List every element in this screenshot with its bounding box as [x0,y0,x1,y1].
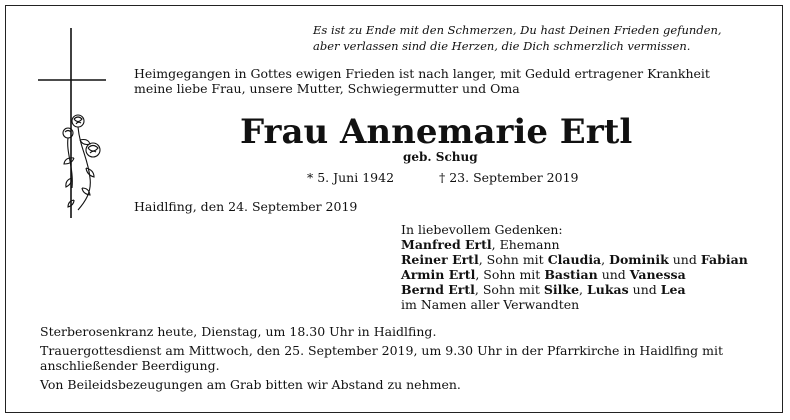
grandchild-name: Bastian [544,267,598,282]
mourner-name: Manfred Ertl [401,237,492,252]
grandchild-name: Fabian [700,252,748,267]
mourner-row [401,252,748,267]
mourner-rows [401,237,748,297]
quote-line-1: Es ist zu Ende mit den Schmerzen, Du hast Deinen Frieden gefunden, [313,23,722,37]
death-date: † 23. September 2019 [439,170,579,185]
grandchild-name: Lukas [586,282,629,297]
birth-name: geb. Schug [403,150,478,164]
mourner-row [401,237,748,252]
mourner-relation: , Sohn mit [474,282,544,297]
funeral-service-note: Trauergottesdienst am Mittwoch, den 25. September 2019, um 9.30 Uhr in der Pfarrkirche in Haidlfing mit [40,343,724,358]
mourner-row [401,267,748,282]
mourner-separator: und [628,282,661,297]
quote-line-2: aber verlassen sind die Herzen, die Dich schmerzlich vermissen. [313,39,691,53]
condolence-note: Von Beileidsbezeugungen am Grab bitten wir Abstand zu nehmen. [40,377,461,392]
mourners-list [401,222,748,312]
deceased-name: Frau Annemarie Ertl [240,112,633,152]
mourner-separator: , [579,282,587,297]
intro-line-1: Heimgegangen in Gottes ewigen Frieden ist nach langer, mit Geduld ertragener Krankheit [134,66,710,81]
mourner-name: Bernd Ertl [401,282,475,297]
mourners-heading: In liebevollem Gedenken: [401,222,563,237]
mourner-name: Reiner Ertl [401,252,479,267]
grandchild-name: Silke [543,282,580,297]
mourner-name: Armin Ertl [401,267,476,282]
rosary-note: Sterberosenkranz heute, Dienstag, um 18.30 Uhr in Haidlfing. [40,324,437,339]
mourner-separator: und [668,252,701,267]
mourner-separator: und [597,267,630,282]
grandchild-name: Claudia [547,252,602,267]
service-notes [40,324,723,392]
birth-date: * 5. Juni 1942 [307,170,395,185]
mourner-relation: , Sohn mit [475,267,545,282]
mourner-relation: , Ehemann [491,237,560,252]
mourners-footer: im Namen aller Verwandten [401,297,580,312]
cross-with-roses-icon [38,28,108,218]
intro-text [134,66,710,96]
mourner-separator: , [601,252,610,267]
burial-note: anschließender Beerdigung. [40,358,220,373]
place-and-date: Haidlfing, den 24. September 2019 [134,199,358,214]
intro-line-2: meine liebe Frau, unsere Mutter, Schwiegermutter und Oma [134,81,520,96]
memorial-quote [313,22,722,54]
grandchild-name: Lea [660,282,686,297]
grandchild-name: Dominik [609,252,669,267]
grandchild-name: Vanessa [629,267,686,282]
mourner-row [401,282,748,297]
mourner-relation: , Sohn mit [478,252,548,267]
